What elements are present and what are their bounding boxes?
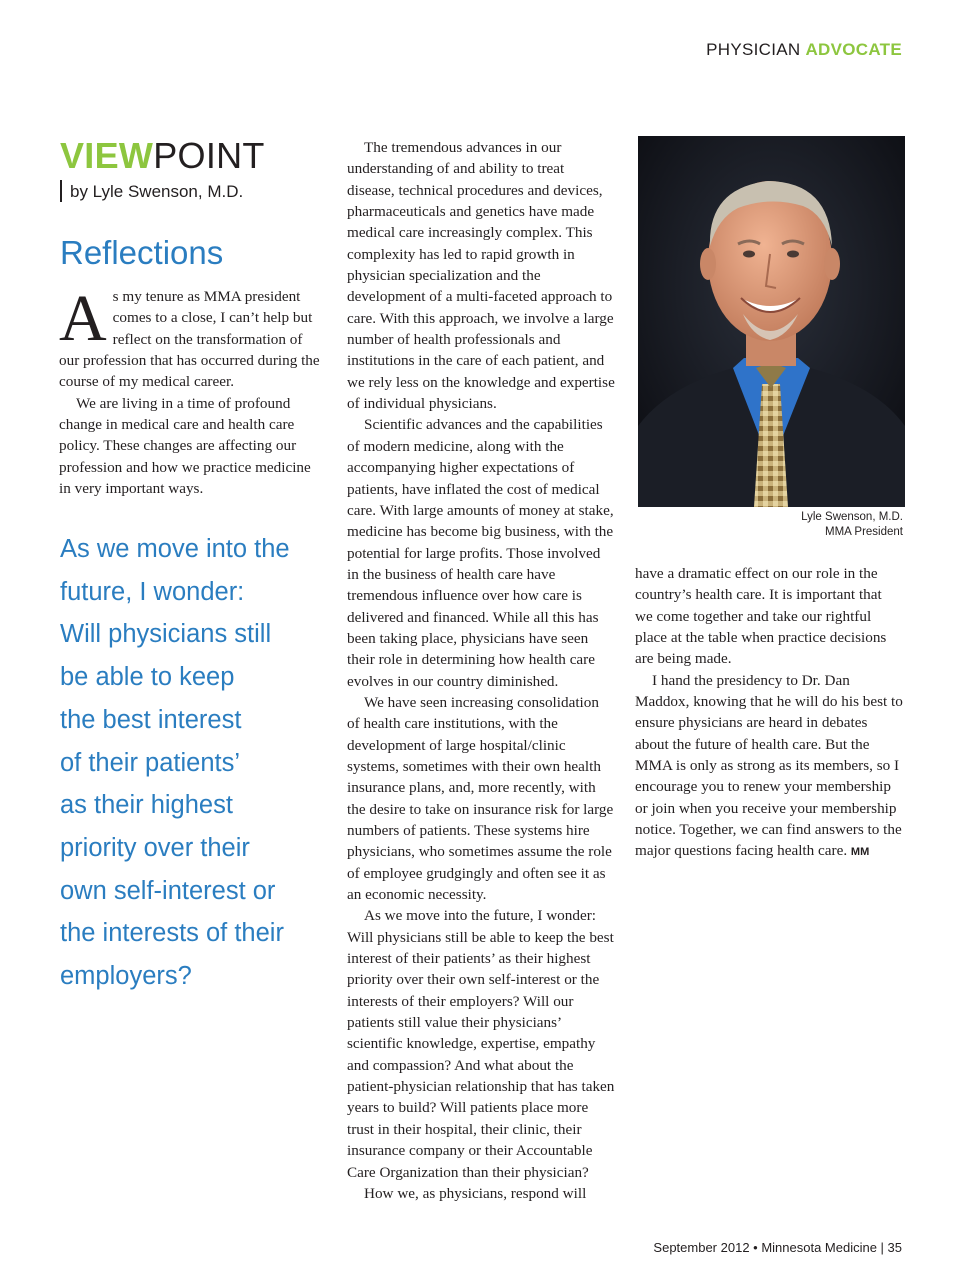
paragraph [635,670,903,864]
page-footer: September 2012 • Minnesota Medicine | 35 [653,1240,902,1255]
pull-quote-line: be able to keep [60,663,235,692]
pull-quote-line: own self-interest or [60,876,276,905]
pull-quote-line: employers? [60,962,192,991]
end-mark: MM [850,846,870,859]
section-label: PHYSICIAN [706,40,806,59]
article-title: Reflections [60,234,224,271]
department-title [60,136,265,176]
pull-quote-line: the best interest [60,705,242,734]
caption-title: MMA President [825,526,903,538]
pull-quote-line: of their patients’ [60,748,241,777]
byline-rule [60,180,62,202]
pull-quote-line: As we move into the [60,535,290,563]
caption-name: Lyle Swenson, M.D. [801,511,903,523]
pull-quote-line: as their highest [60,791,233,820]
pull-quote-line: Will physicians still [60,620,272,649]
article-column-3 [635,563,903,864]
paragraph [59,282,323,393]
byline-text: by Lyle Swenson, M.D. [70,182,244,201]
paragraph: We are living in a time of profound change in medical care and health care policy. These changes are affecting our profession and how we practice medicine in very important ways. [59,394,311,498]
department-title-accent: VIEW [60,135,154,176]
article-column-2 [347,137,615,1204]
pull-quote-line: priority over their [60,833,250,862]
department-title-rest: POINT [153,135,265,176]
byline [60,180,243,202]
photo-caption [638,510,903,540]
section-label-accent: ADVOCATE [805,40,902,59]
paragraph-text: s my tenure as MMA president comes to a close, I can’t help but reflect on the transformation of our profession that has occurred during the course of my medical career. [59,288,320,391]
pull-quote [60,528,320,998]
drop-cap: A [59,282,107,355]
paragraph: The tremendous advances in our understanding of and ability to treat disease, technical procedures and devices, pharmaceuticals and genetics have made medical care increasingly complex. This complexity has led to rapid growth in physician specialization and the development of a multi-faceted approach to care. With this approach, we involve a large number of health professionals and institutions in the care of each patient, and we rely less on the knowledge and expertise of individual physicians. [347,139,615,413]
pull-quote-line: future, I wonder: [60,577,245,606]
author-portrait [638,136,905,507]
paragraph: We have seen increasing consolidation of health care institutions, with the development of large hospital/clinic systems, sometimes with their own health insurance plans, and, more recently, with the desire to take on insurance risk for large numbers of patients. These systems hire physicians, who sometimes assume the role of employee grudgingly and often see it as an economic necessity. [347,693,614,904]
article-column-1 [59,282,323,499]
paragraph: As we move into the future, I wonder: Will physicians still be able to keep the best interest of their patients’ as their highest priority over their own self-interest or the interests of their employers? Will our patients still value their physicians’ scientific knowledge, expertise, empathy and compassion? And what about the patient-physician relationship that has taken years to build? Will patients place more trust in their hospital, their clinic, their insurance company or their Accountable Care Organization than their physician? [347,907,615,1181]
paragraph: How we, as physicians, respond will [364,1184,587,1202]
paragraph-text: I hand the presidency to Dr. Dan Maddox, knowing that he will do his best to ensure physicians are heard in debates about the future of health care. But the MMA is only as strong as its members, so I encourage you to renew your membership or join when you receive your membership notice. Together, we can find answers to the major questions facing health care. [635,671,903,860]
pull-quote-line: the interests of their [60,919,284,948]
paragraph: Scientific advances and the capabilities of modern medicine, along with the accompanying higher expectations of patients, have inflated the cost of medical care. With large amounts of money at stake, medicine has become big business, with the potential for large profits. Those involved in the business of health care have tremendous influence over how care is delivered and financed. While all this has been taking place, physicians have seen their role in determining how health care evolves in our country diminished. [347,416,614,690]
paragraph: have a dramatic effect on our role in the country’s health care. It is important that we come together and take our rightful place at the table when practice decisions are being made. [635,565,887,668]
section-header [706,40,902,60]
